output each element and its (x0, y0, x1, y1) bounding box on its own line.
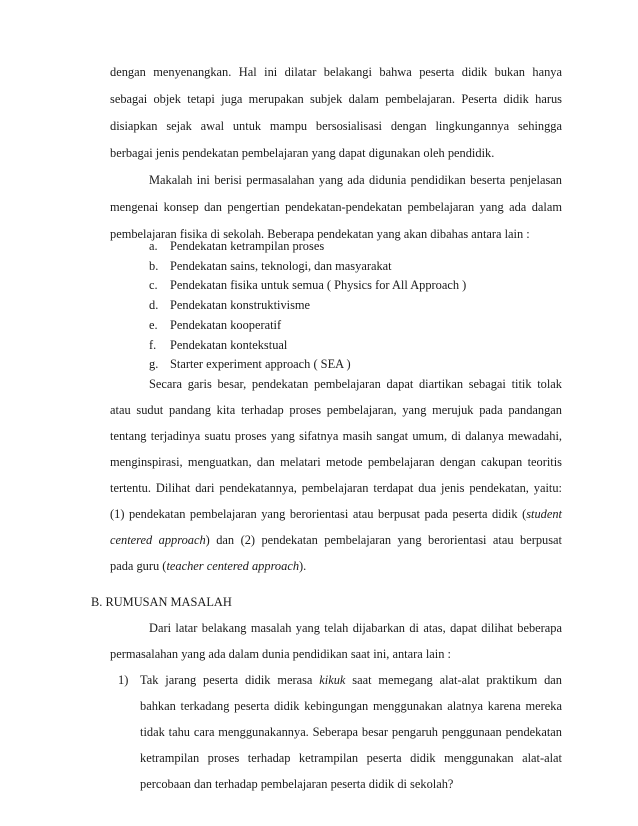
item1-line-1-pre: Tak jarang peserta didik merasa (140, 673, 320, 687)
item1-line-1-post: saat memegang alat-alat praktikum dan (345, 673, 562, 687)
para2-line-1: Makalah ini berisi permasalahan yang ada didunia pendidikan beserta penjelasan (149, 173, 562, 187)
list-text: Pendekatan kooperatif (170, 318, 282, 332)
list-text: Pendekatan fisika untuk semua ( Physics for All Approach ) (170, 278, 467, 292)
list-text: Pendekatan ketrampilan proses (170, 239, 325, 253)
item1-line-4: ketrampilan proses terhadap ketrampilan peserta didik menggunakan alat-alat (140, 751, 562, 765)
list-marker: g. (149, 357, 159, 371)
para3-line-5: tertentu. Dilihat dari pendekatannya, pembelajaran terdapat dua jenis pendekatan, yaitu: (110, 481, 562, 495)
para3-line-8-post: ). (299, 559, 307, 573)
list-text: Pendekatan sains, teknologi, dan masyarakat (170, 259, 392, 273)
para2-line-3: pembelajaran fisika di sekolah. Beberapa pendekatan yang akan dibahas antara lain : (110, 227, 530, 241)
para3-line-2: atau sudut pandang kita terhadap proses pembelajaran, yang merujuk pada pandangan (110, 403, 562, 417)
list-marker: c. (149, 278, 158, 292)
para3-line-8-pre: pada guru ( (110, 559, 167, 573)
list-marker: f. (149, 338, 157, 352)
item1-line-1 (140, 672, 562, 688)
intro-line-4: berbagai jenis pendekatan pembelajaran yang dapat digunakan oleh pendidik. (110, 146, 495, 160)
item1-term-kikuk: kikuk (319, 673, 346, 687)
intro-line-1: dengan menyenangkan. Hal ini dilatar belakangi bahwa peserta didik bukan hanya (110, 65, 562, 79)
item1-line-5: percobaan dan terhadap pembelajaran peserta didik di sekolah? (140, 777, 454, 791)
para3-line-7-text: ) dan (2) pendekatan pembelajaran yang berorientasi atau berpusat (205, 533, 562, 547)
list-marker: b. (149, 259, 159, 273)
list-text: Pendekatan konstruktivisme (170, 298, 311, 312)
list-marker: e. (149, 318, 158, 332)
section-b-intro-line-2: permasalahan yang ada dalam dunia pendidikan saat ini, antara lain : (110, 647, 451, 661)
para3-term-teacher-centered: teacher centered approach (166, 559, 300, 573)
para3-line-1: Secara garis besar, pendekatan pembelajaran dapat diartikan sebagai titik tolak (149, 377, 562, 391)
section-b-intro-line-1: Dari latar belakang masalah yang telah dijabarkan di atas, dapat dilihat beberapa (149, 621, 562, 635)
intro-line-3: disiapkan sejak awal untuk mampu bersosialisasi dengan lingkungannya sehingga (110, 119, 562, 133)
item1-line-3: tidak tahu cara menggunakannya. Seberapa besar pengaruh penggunaan pendekatan (140, 725, 562, 739)
numbered-marker: 1) (118, 673, 129, 687)
para3-line-3: tentang terjadinya suatu proses yang sifatnya masih sangat umum, di dalanya mewadahi, (110, 429, 562, 443)
para2-line-2: mengenai konsep dan pengertian pendekatan-pendekatan pembelajaran yang ada dalam (110, 200, 562, 214)
para3-line-7 (110, 532, 562, 548)
section-heading: B. RUMUSAN MASALAH (91, 595, 232, 609)
list-marker: d. (149, 298, 159, 312)
para3-term-centered-approach: centered approach (110, 533, 206, 547)
list-text: Starter experiment approach ( SEA ) (170, 357, 351, 371)
intro-line-2: sebagai objek tetapi juga merupakan subjek dalam pembelajaran. Peserta didik harus (110, 92, 562, 106)
item1-line-2: bahkan terkadang peserta didik kebingungan menggunakan alatnya karena mereka (140, 699, 562, 713)
list-text: Pendekatan kontekstual (170, 338, 288, 352)
para3-line-6 (110, 506, 562, 522)
para3-term-student: student (526, 507, 562, 521)
list-marker: a. (149, 239, 158, 253)
para3-line-6-text: (1) pendekatan pembelajaran yang berorientasi atau berpusat pada peserta didik ( (110, 507, 527, 521)
para3-line-8 (110, 558, 562, 574)
para3-line-4: menginspirasi, menguatkan, dan melatari metode pembelajaran dengan cakupan teoritis (110, 455, 562, 469)
